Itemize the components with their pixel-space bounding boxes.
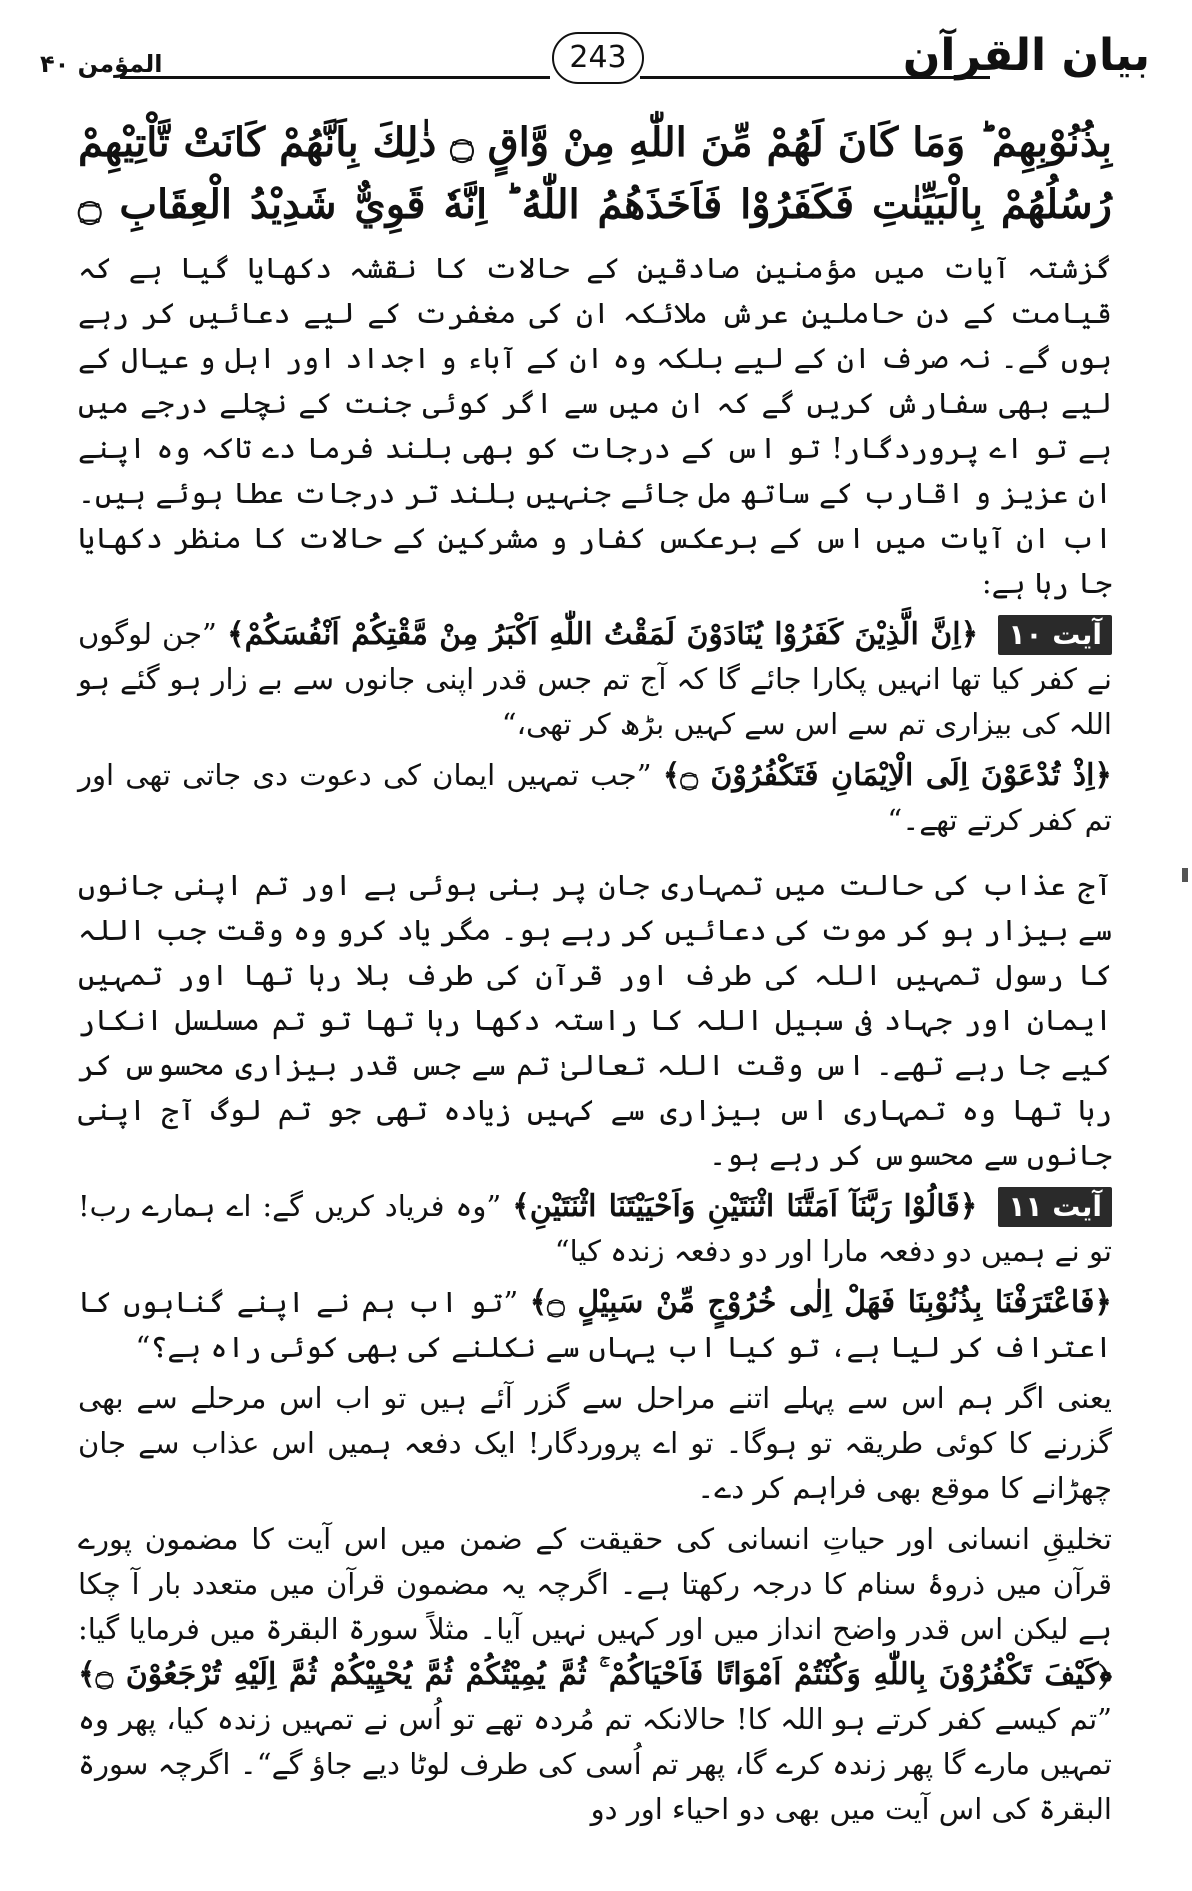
paragraph-intro: گزشتہ آیات میں مؤمنینِ صادقین کے حالات کا نقشہ دکھایا گیا ہے کہ قیامت کے دن حاملینِ عرش ملائکہ ان کی مغفرت کے لیے دعائیں کر رہے ہوں گے۔ نہ صرف ان کے لیے بلکہ وہ ان کے آباء و اجداد اور اہل و عیال کے لیے بھی سفارش کریں گے کہ ان میں سے اگر کوئی جنت کے نچلے درجے میں ہے تو اے پروردگار! تو اس کے درجات کو بھی بلند فرما دے تاکہ وہ اپنے ان عزیز و اقارب کے ساتھ مل جائے جنہیں بلند تر درجات عطا ہوئے ہیں۔ اب ان آیات میں اس کے برعکس کفار و مشرکین کے حالات کا منظر دکھایا جا رہا ہے:: [78, 251, 1112, 600]
ayah-11-translation: ”وہ فریاد کریں گے: اے ہمارے رب! تو نے ہمیں دو دفعہ مارا اور دو دفعہ زندہ کیا“: [78, 1189, 1112, 1268]
paragraph-commentary-2: یعنی اگر ہم اس سے پہلے اتنے مراحل سے گزر آئے ہیں تو اب اس مرحلے سے بھی گزرنے کا کوئی طریقہ تو ہوگا۔ تو اے پروردگار! ایک دفعہ ہمیں اس عذاب سے جان چھڑانے کا موقع بھی فراہم کر دے۔: [78, 1381, 1112, 1505]
ayah-11b-translation: ”تو اب ہم نے اپنے گناہوں کا اعتراف کر لیا ہے، تو کیا اب یہاں سے نکلنے کی بھی کوئی راہ ہے؟“: [78, 1285, 1112, 1364]
surah-name: المؤمن ۴۰: [40, 50, 163, 78]
page-header: [40, 28, 1150, 98]
quran-verse-heading: بِذُنُوْبِهِمْ ؕ وَمَا كَانَ لَهُمْ مِّنَ اللّٰهِ مِنْ وَّاقٍ ۝ ذٰلِكَ بِاَنَّهُمْ كَانَتْ تَّاْتِيْهِمْ رُسُلُهُمْ بِالْبَيِّنٰتِ فَكَفَرُوْا فَاَخَذَهُمُ اللّٰهُ ؕ اِنَّهٗ قَوِيٌّ شَدِيْدُ الْعِقَابِ ۝: [78, 119, 1112, 228]
surah-baqarah-quote-translation: ”تم کیسے کفر کرتے ہو اللہ کا! حالانکہ تم مُردہ تھے تو اُس نے تمہیں زندہ کیا، پھر وہ تمہیں مارے گا پھر زندہ کرے گا، پھر تم اُسی کی طرف لوٹا دیے جاؤ گے“۔ اگرچہ سورۃ البقرۃ کی اس آیت میں بھی دو احیاء اور دو: [78, 1702, 1112, 1826]
ayah-10b-translation: ”جب تمہیں ایمان کی دعوت دی جاتی تھی اور تم کفر کرتے تھے۔“: [78, 758, 1112, 837]
spacer: [78, 849, 1112, 863]
ayah-11-second-block: [78, 1280, 1112, 1370]
header-rule-left: [120, 76, 550, 79]
ayah-11-arabic: ﴿قَالُوْا رَبَّنَآ اَمَتَّنَا اثْنَتَيْنِ وَاَحْيَيْتَنَا اثْنَتَيْنِ﴾: [512, 1189, 978, 1224]
margin-mark: [1182, 868, 1188, 882]
paragraph-commentary-3: [78, 1517, 1112, 1832]
paragraph-commentary-1: آج عذاب کی حالت میں تمہاری جان پر بنی ہوئی ہے اور تم اپنی جانوں سے بیزار ہو کر موت کی دعائیں کر رہے ہو۔ مگر یاد کرو وہ وقت جب اللہ کا رسول تمہیں اللہ کی طرف اور قرآن کی طرف بلا رہا تھا اور تمہیں ایمان اور جہاد فی سبیل اللہ کا راستہ دکھا رہا تھا تو تم مسلسل انکار کیے جا رہے تھے۔ اس وقت اللہ تعالیٰ تم سے جس قدر بیزاری محسوس کر رہا تھا وہ تمہاری اس بیزاری سے کہیں زیادہ تھی جو تم لوگ آج اپنی جانوں سے محسوس کر رہے ہو۔: [78, 868, 1112, 1172]
ayah-10-arabic: ﴿اِنَّ الَّذِيْنَ كَفَرُوْا يُنَادَوْنَ لَمَقْتُ اللّٰهِ اَكْبَرُ مِنْ مَّقْتِكُمْ اَنْفُسَكُمْ﴾: [227, 617, 979, 652]
ayah-10-second-block: [78, 753, 1112, 843]
ayah-10-block: [78, 612, 1112, 747]
page-number: 243: [552, 32, 644, 84]
ayah-10-translation: ”جن لوگوں نے کفر کیا تھا انہیں پکارا جائے گا کہ آج تم جس قدر اپنی جانوں سے بے زار ہو گئے ہو اللہ کی بیزاری تم سے اس سے کہیں بڑھ کر تھی،“: [78, 617, 1112, 741]
ayah-10b-arabic: ﴿اِذْ تُدْعَوْنَ اِلَى الْاِيْمَانِ فَتَكْفُرُوْنَ ۝﴾: [662, 758, 1112, 793]
book-title: بیان القرآن: [902, 30, 1150, 81]
paragraph-commentary-3-lead: تخلیقِ انسانی اور حیاتِ انسانی کی حقیقت کے ضمن میں اس آیت کا مضمون پورے قرآن میں ذروۂ سنام کا درجہ رکھتا ہے۔ اگرچہ یہ مضمون قرآن میں متعدد بار آ چکا ہے لیکن اس قدر واضح انداز میں اور کہیں نہیں آیا۔ مثلاً سورۃ البقرۃ میں فرمایا گیا:: [78, 1522, 1112, 1646]
ayah-11-tag: آیت ۱۱: [998, 1187, 1112, 1227]
ayah-11b-arabic: ﴿فَاعْتَرَفْنَا بِذُنُوْبِنَا فَهَلْ اِلٰى خُرُوْجٍ مِّنْ سَبِيْلٍ ۝﴾: [529, 1285, 1112, 1320]
ayah-11-block: [78, 1184, 1112, 1274]
page-content: [78, 112, 1112, 1838]
ayah-10-tag: آیت ۱۰: [998, 615, 1112, 655]
surah-baqarah-quote-arabic: ﴿كَيْفَ تَكْفُرُوْنَ بِاللّٰهِ وَكُنْتُمْ اَمْوَاتًا فَاَحْيَاكُمْ ۚ ثُمَّ يُمِيْتُكُمْ ثُمَّ يُحْيِيْكُمْ ثُمَّ اِلَيْهِ تُرْجَعُوْنَ ۝﴾: [78, 1657, 1112, 1692]
